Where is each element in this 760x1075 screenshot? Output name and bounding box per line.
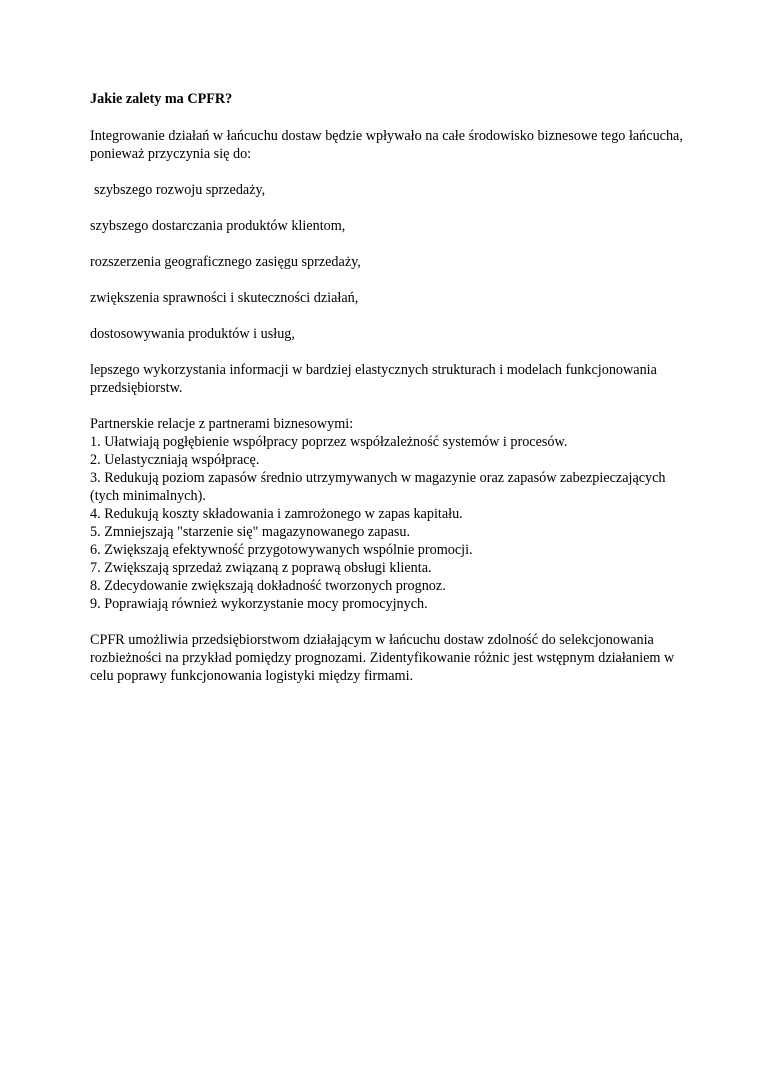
partnership-numbered-list — [90, 433, 690, 613]
numbered-list-item: 9. Poprawiają również wykorzystanie mocy promocyjnych. — [90, 596, 428, 612]
closing-paragraph: CPFR umożliwia przedsiębiorstwom działającym w łańcuchu dostaw zdolność do selekcjonowania rozbieżności na przykład pomiędzy prognozami. Zidentyfikowanie różnic jest wstępnym działaniem w celu poprawy funkcjonowania logistyki między firmami. — [90, 632, 675, 684]
partnership-list-intro: Partnerskie relacje z partnerami biznesowymi: — [90, 416, 354, 432]
numbered-list-item: 5. Zmniejszają "starzenie się" magazynowanego zapasu. — [90, 524, 411, 540]
numbered-list-item: 8. Zdecydowanie zwiększają dokładność tworzonych prognoz. — [90, 578, 446, 594]
benefit-item: lepszego wykorzystania informacji w bardziej elastycznych strukturach i modelach funkcjonowania przedsiębiorstw. — [90, 362, 657, 396]
document-title: Jakie zalety ma CPFR? — [90, 91, 233, 107]
benefit-item: rozszerzenia geograficznego zasięgu sprzedaży, — [90, 254, 361, 270]
benefit-item: dostosowywania produktów i usług, — [90, 326, 295, 342]
document-page — [90, 90, 690, 685]
benefits-list — [90, 181, 690, 397]
numbered-list-item: 3. Redukują poziom zapasów średnio utrzymywanych w magazynie oraz zapasów zabezpieczających (tych minimalnych). — [90, 470, 666, 504]
numbered-list-item: 4. Redukują koszty składowania i zamrożonego w zapas kapitału. — [90, 506, 463, 522]
numbered-list-item: 7. Zwiększają sprzedaż związaną z poprawą obsługi klienta. — [90, 560, 432, 576]
intro-paragraph: Integrowanie działań w łańcuchu dostaw będzie wpływało na całe środowisko biznesowe tego łańcucha, ponieważ przyczynia się do: — [90, 128, 683, 162]
benefit-item: szybszego rozwoju sprzedaży, — [94, 182, 266, 198]
benefit-item: zwiększenia sprawności i skuteczności działań, — [90, 290, 359, 306]
numbered-list-item: 1. Ułatwiają pogłębienie współpracy poprzez współzależność systemów i procesów. — [90, 434, 568, 450]
numbered-list-item: 6. Zwiększają efektywność przygotowywanych wspólnie promocji. — [90, 542, 473, 558]
numbered-list-item: 2. Uelastyczniają współpracę. — [90, 452, 260, 468]
benefit-item: szybszego dostarczania produktów klientom, — [90, 218, 346, 234]
